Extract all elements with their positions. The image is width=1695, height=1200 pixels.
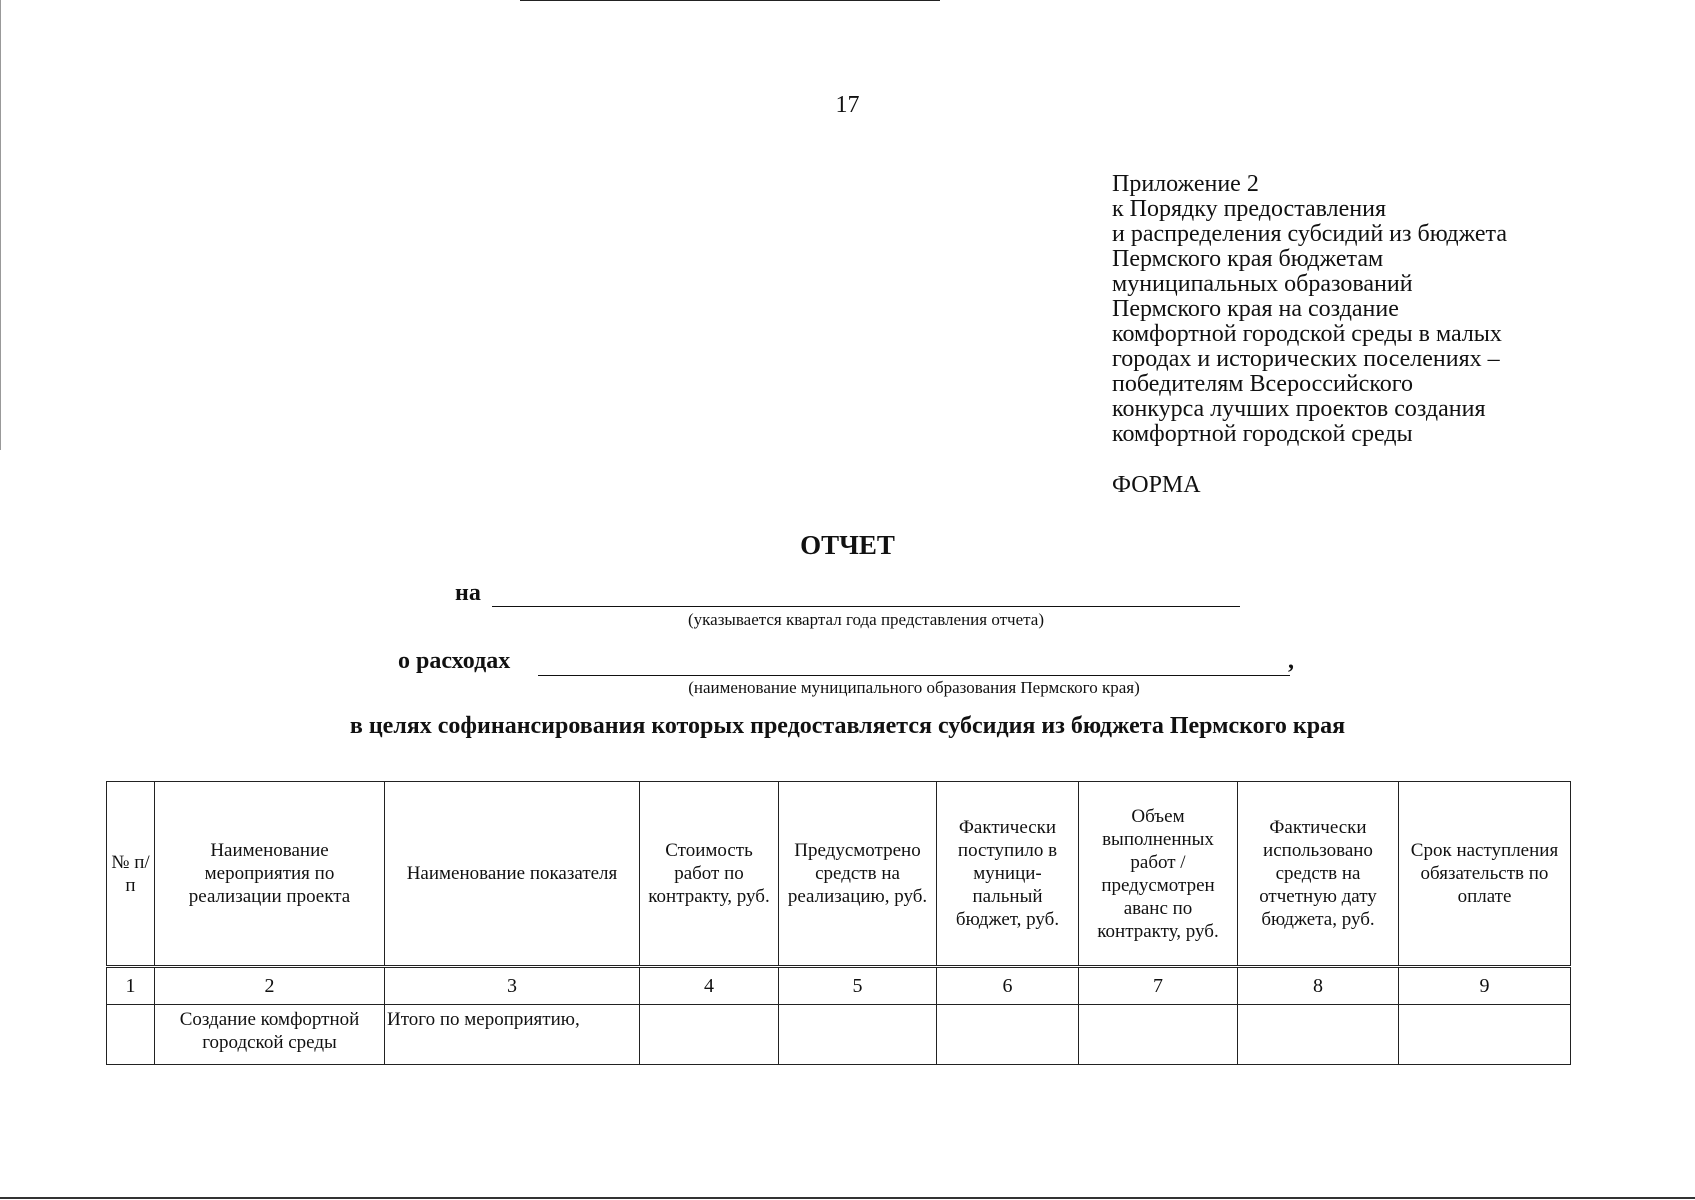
appendix-line: и распределения субсидий из бюджета xyxy=(1112,221,1507,247)
header-number: № п/п xyxy=(107,782,155,967)
expenses-comma: , xyxy=(1288,648,1294,674)
column-number-row xyxy=(107,967,1571,1005)
period-input-line[interactable] xyxy=(492,606,1240,607)
period-hint: (указывается квартал года представления отчета) xyxy=(688,610,1044,629)
column-number: 1 xyxy=(107,967,155,1005)
table-row xyxy=(107,1005,1571,1065)
table-cell[interactable] xyxy=(1079,1005,1238,1065)
appendix-line: комфортной городской среды xyxy=(1112,421,1413,447)
column-number: 2 xyxy=(155,967,385,1005)
scan-left-edge xyxy=(0,0,1,450)
appendix-reference xyxy=(1112,172,1672,447)
scan-bottom-border xyxy=(0,1197,1695,1199)
municipality-input-line[interactable] xyxy=(538,675,1290,676)
column-number: 8 xyxy=(1238,967,1399,1005)
period-prefix: на xyxy=(455,580,481,606)
form-label: ФОРМА xyxy=(1112,472,1201,498)
appendix-line: Пермского края бюджетам xyxy=(1112,246,1384,272)
header-contract-cost: Стоимость работ по контракту, руб. xyxy=(640,782,779,967)
appendix-line: городах и исторических поселениях – xyxy=(1112,346,1500,372)
page-number: 17 xyxy=(835,92,860,118)
table-cell[interactable] xyxy=(107,1005,155,1065)
table-cell[interactable] xyxy=(779,1005,937,1065)
header-planned-funds: Предусмотрено средств на реализацию, руб. xyxy=(779,782,937,967)
column-number: 3 xyxy=(385,967,640,1005)
table-cell[interactable] xyxy=(1399,1005,1571,1065)
column-number: 9 xyxy=(1399,967,1571,1005)
appendix-line: победителям Всероссийского xyxy=(1112,371,1414,397)
header-payment-deadline: Срок наступления обязательств по оплате xyxy=(1399,782,1571,967)
report-title: ОТЧЕТ xyxy=(800,530,895,560)
header-indicator-name: Наименование показателя xyxy=(385,782,640,967)
appendix-line: Пермского края на создание xyxy=(1112,296,1399,322)
header-used-funds: Фактически использовано средств на отчетную дату бюджета, руб. xyxy=(1238,782,1399,967)
appendix-line: к Порядку предоставления xyxy=(1112,196,1387,222)
table-cell[interactable] xyxy=(1238,1005,1399,1065)
column-number: 4 xyxy=(640,967,779,1005)
table-cell[interactable]: Создание комфортной городской среды xyxy=(155,1005,385,1065)
appendix-line: Приложение 2 xyxy=(1112,171,1259,197)
table-cell[interactable] xyxy=(937,1005,1079,1065)
municipality-hint: (наименование муниципального образования Пермского края) xyxy=(688,678,1140,697)
expenses-prefix: о расходах xyxy=(398,648,511,674)
header-completed-works: Объем выполненных работ / предусмотрен аванс по контракту, руб. xyxy=(1079,782,1238,967)
report-table xyxy=(106,781,1571,1065)
column-number: 5 xyxy=(779,967,937,1005)
header-event-name: Наименование мероприятия по реализации проекта xyxy=(155,782,385,967)
table-header-row xyxy=(107,782,1571,967)
report-purpose: в целях софинансирования которых предоставляется субсидия из бюджета Пермского края xyxy=(349,713,1346,739)
table-cell[interactable]: Итого по мероприятию, xyxy=(385,1005,640,1065)
column-number: 6 xyxy=(937,967,1079,1005)
scan-top-border xyxy=(520,0,940,1)
header-received-funds: Фактически поступило в муници-пальный бюджет, руб. xyxy=(937,782,1079,967)
column-number: 7 xyxy=(1079,967,1238,1005)
appendix-line: муниципальных образований xyxy=(1112,271,1413,297)
appendix-line: комфортной городской среды в малых xyxy=(1112,321,1502,347)
table-cell[interactable] xyxy=(640,1005,779,1065)
appendix-line: конкурса лучших проектов создания xyxy=(1112,396,1486,422)
